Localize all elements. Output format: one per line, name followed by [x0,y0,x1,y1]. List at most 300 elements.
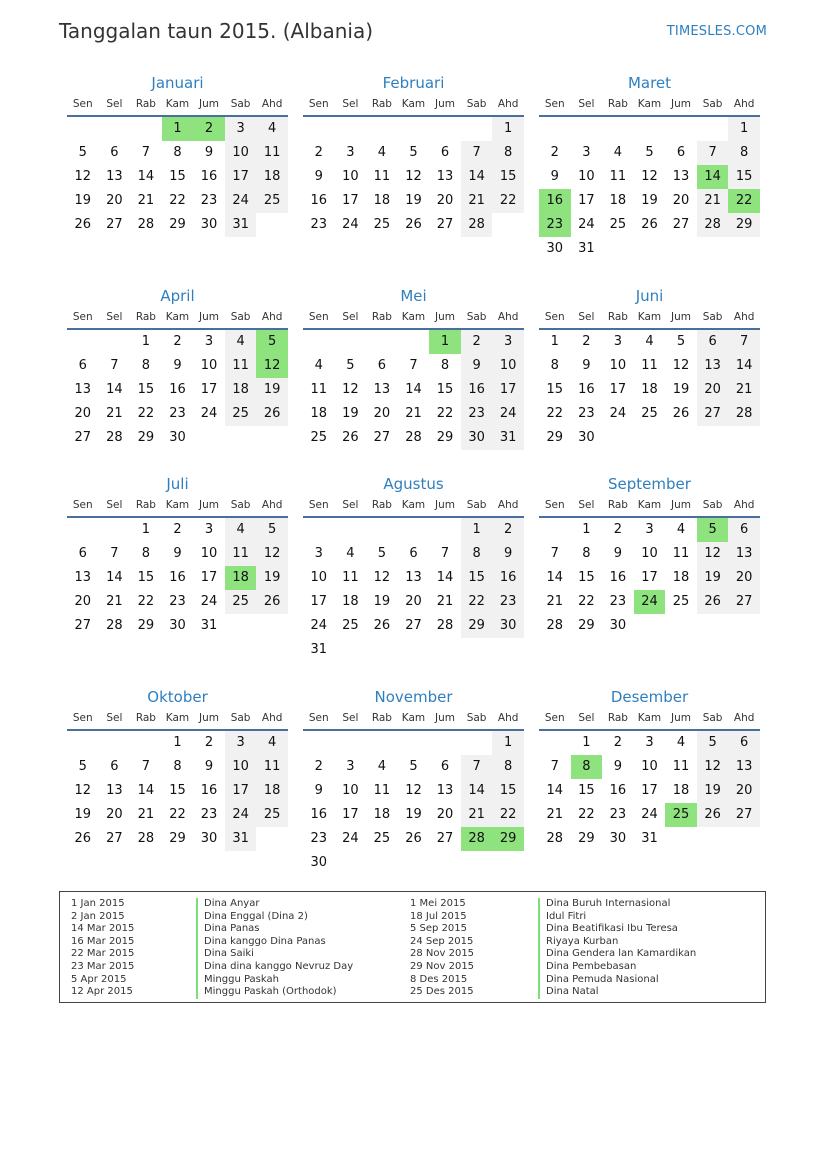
day-cell: 13 [436,169,454,184]
site-link[interactable]: TIMESLES.COM [666,24,767,39]
day-cell: 17 [225,779,257,803]
day-cell: 12 [74,783,92,798]
holiday-name: Idul Fitri [538,911,696,924]
day-cell: 24 [342,831,359,846]
day-cell: 25 [373,217,391,232]
day-cell: 13 [74,570,92,585]
day-cell: 26 [74,831,92,846]
day-cell: 11 [373,783,391,798]
day-cell: 27 [672,217,690,232]
weekday-label: Sab [702,311,723,323]
day-cell: 23 [169,594,186,609]
day-cell: 3 [492,330,524,354]
holiday-date: 29 Nov 2015 [410,960,475,972]
day-cell: 23 [200,193,218,208]
day-empty [492,851,524,875]
day-cell: 16 [539,189,571,213]
week-row [67,518,288,542]
day-empty [602,237,634,261]
holiday-date: 23 Mar 2015 [71,960,135,972]
day-cell: 1 [492,117,524,141]
month-name: Mei [400,287,427,305]
day-cell: 14 [137,783,155,798]
day-cell: 15 [436,382,454,397]
day-cell: 4 [676,735,686,750]
day-empty [539,731,571,755]
day-cell: 6 [728,731,760,755]
month-name: September [608,475,691,493]
day-cell: 12 [256,542,288,566]
month-februari [303,73,524,237]
weekday-label: Sel [106,712,123,724]
day-cell: 4 [346,546,355,561]
day-cell: 12 [672,358,690,373]
weekday-label: Sen [544,499,565,511]
day-cell: 14 [405,382,422,397]
day-cell: 7 [550,546,559,561]
day-cell: 4 [314,358,323,373]
day-cell: 18 [672,783,690,798]
day-empty [461,851,493,875]
day-cell: 10 [225,141,257,165]
week-row [67,731,288,755]
weekday-label: Rab [135,499,156,511]
day-cell: 20 [728,779,760,803]
day-cell: 22 [728,189,760,213]
day-cell: 17 [492,378,524,402]
day-cell: 18 [641,382,658,397]
day-cell: 30 [169,430,186,445]
day-cell: 17 [609,382,627,397]
day-cell: 31 [200,618,218,633]
day-cell: 5 [256,518,288,542]
day-cell: 29 [546,430,564,445]
day-cell: 29 [492,827,524,851]
weekday-label: Sab [702,499,723,511]
week-row [539,402,760,426]
day-cell: 6 [78,546,87,561]
day-cell: 2 [613,522,623,537]
day-cell: 1 [162,117,194,141]
weekday-label: Ahd [261,311,283,323]
weekday-label: Kam [637,98,662,110]
day-cell: 21 [106,594,123,609]
day-cell: 23 [310,831,328,846]
day-cell: 23 [609,594,627,609]
week-row [67,426,288,450]
day-cell: 20 [74,594,92,609]
day-cell: 17 [200,382,218,397]
day-cell: 11 [672,759,690,774]
month-januari [67,73,288,237]
week-row [539,165,760,189]
day-cell: 6 [697,330,729,354]
weekday-label: Sel [106,311,123,323]
day-cell: 7 [110,358,119,373]
day-cell: 7 [697,141,729,165]
day-cell: 15 [578,783,595,798]
holiday-dates-left [71,898,134,999]
day-empty [697,117,729,141]
day-cell: 23 [578,406,595,421]
day-empty [728,827,760,851]
weekday-label: Jum [671,712,692,724]
weekday-label: Sen [72,499,93,511]
weekday-label: Ahd [733,311,755,323]
day-cell: 4 [256,117,288,141]
week-row [67,779,288,803]
day-cell: 22 [492,189,524,213]
day-cell: 22 [137,406,155,421]
day-empty [398,117,430,141]
month-name: Juni [635,287,664,305]
week-row [539,614,760,638]
day-cell: 21 [405,406,422,421]
day-empty [697,614,729,638]
day-empty [665,117,697,141]
day-empty [492,638,524,662]
month-name: November [374,688,453,706]
day-cell: 22 [169,193,186,208]
day-cell: 15 [137,570,155,585]
day-cell: 30 [546,241,564,256]
day-cell: 4 [256,731,288,755]
day-cell: 9 [461,354,493,378]
month-september [539,474,760,638]
day-cell: 17 [578,193,595,208]
day-cell: 13 [697,354,729,378]
day-cell: 3 [314,546,323,561]
day-cell: 3 [613,334,623,349]
day-empty [335,330,367,354]
week-row [67,402,288,426]
day-cell: 13 [405,570,422,585]
week-row [67,590,288,614]
day-cell: 14 [461,779,493,803]
day-cell: 19 [74,807,92,822]
day-cell: 27 [728,590,760,614]
week-row [303,590,524,614]
day-cell: 10 [578,169,595,184]
day-cell: 6 [728,518,760,542]
week-row [539,731,760,755]
weekday-header [67,93,288,117]
day-empty [398,638,430,662]
weekday-header [539,306,760,330]
day-cell: 28 [546,618,564,633]
week-row [67,213,288,237]
day-cell: 20 [74,406,92,421]
weekday-label: Jum [435,98,456,110]
day-cell: 6 [676,145,686,160]
day-cell: 15 [728,165,760,189]
weekday-label: Ahd [733,712,755,724]
day-empty [665,827,697,851]
day-cell: 10 [492,354,524,378]
day-cell: 4 [613,145,623,160]
weekday-label: Jum [435,712,456,724]
day-cell: 5 [697,731,729,755]
day-cell: 10 [342,169,359,184]
week-row [303,117,524,141]
day-cell: 30 [461,426,493,450]
day-cell: 8 [571,755,603,779]
day-cell: 6 [440,145,450,160]
day-cell: 10 [225,755,257,779]
day-empty [634,614,666,638]
day-cell: 27 [106,217,123,232]
day-cell: 30 [609,831,627,846]
day-cell: 28 [436,618,454,633]
day-cell: 10 [641,759,658,774]
day-cell: 26 [697,803,729,827]
month-agustus [303,474,524,662]
day-cell: 27 [728,803,760,827]
weekday-header [67,494,288,518]
holiday-date: 22 Mar 2015 [71,948,135,960]
day-cell: 2 [613,735,623,750]
week-row [67,614,288,638]
weekday-label: Jum [199,98,220,110]
weekday-label: Sen [308,98,329,110]
day-cell: 12 [697,755,729,779]
week-row [303,518,524,542]
week-row [303,354,524,378]
day-cell: 15 [137,382,155,397]
day-empty [697,237,729,261]
weekday-label: Sel [342,98,359,110]
day-cell: 8 [141,358,151,373]
day-cell: 30 [200,217,218,232]
weekday-label: Rab [135,98,156,110]
day-cell: 7 [728,330,760,354]
day-cell: 31 [641,831,658,846]
day-cell: 10 [200,358,218,373]
week-row [303,330,524,354]
day-cell: 18 [672,570,690,585]
month-name: Desember [610,688,689,706]
day-cell: 16 [200,783,218,798]
day-cell: 9 [582,358,591,373]
day-cell: 22 [169,807,186,822]
day-cell: 12 [74,169,92,184]
weekday-header [303,306,524,330]
day-cell: 9 [314,169,323,184]
week-row [539,330,760,354]
month-name: Februari [382,74,445,92]
day-empty [99,330,131,354]
day-cell: 1 [461,518,493,542]
day-cell: 16 [578,382,595,397]
day-empty [398,518,430,542]
week-row [539,354,760,378]
day-cell: 12 [405,169,422,184]
day-cell: 23 [492,590,524,614]
weekday-label: Sen [308,712,329,724]
day-cell: 8 [492,141,524,165]
day-cell: 14 [461,165,493,189]
day-cell: 2 [492,518,524,542]
weekday-label: Sen [72,98,93,110]
holiday-date: 25 Des 2015 [410,986,474,998]
month-name: Maret [627,74,672,92]
day-cell: 18 [225,378,257,402]
day-cell: 19 [641,193,658,208]
weekday-label: Ahd [497,499,519,511]
weekday-label: Sab [230,712,251,724]
weekday-label: Kam [637,311,662,323]
weekday-label: Sel [342,311,359,323]
week-row [303,638,524,662]
week-row [303,566,524,590]
weekday-header [539,93,760,117]
day-cell: 16 [492,566,524,590]
weekday-label: Ahd [497,712,519,724]
week-row [303,213,524,237]
day-cell: 18 [373,193,391,208]
day-empty [602,117,634,141]
weekday-label: Rab [371,712,392,724]
day-cell: 29 [578,618,595,633]
weekday-label: Rab [607,499,628,511]
day-cell: 5 [697,518,729,542]
day-cell: 13 [728,542,760,566]
day-cell: 2 [582,334,591,349]
day-cell: 18 [256,779,288,803]
holiday-date: 5 Apr 2015 [71,973,127,985]
day-empty [335,117,367,141]
day-cell: 2 [173,522,182,537]
day-cell: 4 [225,330,257,354]
day-cell: 9 [314,783,323,798]
weekday-label: Rab [135,712,156,724]
day-cell: 2 [550,145,559,160]
day-cell: 11 [641,358,658,373]
month-name: Oktober [147,688,208,706]
day-cell: 5 [676,334,686,349]
day-empty [539,117,571,141]
day-cell: 1 [173,735,182,750]
week-row [539,566,760,590]
day-cell: 25 [225,402,257,426]
day-cell: 19 [405,807,422,822]
day-cell: 3 [225,731,257,755]
month-oktober [67,687,288,851]
day-cell: 23 [169,406,186,421]
day-cell: 28 [697,213,729,237]
day-cell: 28 [405,430,422,445]
day-cell: 26 [256,590,288,614]
day-cell: 21 [461,803,493,827]
day-cell: 8 [492,755,524,779]
day-cell: 24 [342,217,359,232]
day-cell: 22 [578,594,595,609]
weekday-label: Ahd [261,499,283,511]
day-empty [335,638,367,662]
day-cell: 4 [645,334,654,349]
day-cell: 21 [461,189,493,213]
day-cell: 30 [200,831,218,846]
holiday-date: 5 Sep 2015 [410,923,468,935]
day-cell: 28 [461,213,493,237]
day-cell: 27 [74,430,92,445]
weekday-label: Rab [371,311,392,323]
day-empty [634,426,666,450]
weekday-label: Kam [637,712,662,724]
day-cell: 1 [582,735,591,750]
day-empty [697,426,729,450]
day-cell: 12 [697,542,729,566]
day-cell: 29 [137,618,155,633]
day-empty [728,614,760,638]
day-cell: 18 [225,566,257,590]
holiday-name: Minggu Paskah (Orthodok) [196,986,353,999]
day-cell: 9 [173,546,182,561]
day-cell: 3 [346,145,355,160]
day-cell: 10 [641,546,658,561]
weekday-label: Rab [371,98,392,110]
weekday-label: Kam [401,712,426,724]
day-empty [130,731,162,755]
day-cell: 15 [169,169,186,184]
day-cell: 26 [74,217,92,232]
week-row [67,117,288,141]
weekday-header [303,494,524,518]
day-cell: 3 [582,145,591,160]
day-cell: 11 [310,382,328,397]
day-empty [665,614,697,638]
weekday-label: Rab [135,311,156,323]
day-empty [665,426,697,450]
day-cell: 6 [78,358,87,373]
day-cell: 8 [550,358,559,373]
week-row [67,827,288,851]
day-cell: 16 [310,193,328,208]
day-empty [461,731,493,755]
day-cell: 1 [141,334,151,349]
weekday-label: Sen [544,712,565,724]
day-cell: 17 [342,193,359,208]
day-cell: 30 [578,430,595,445]
day-cell: 5 [78,145,87,160]
day-cell: 21 [106,406,123,421]
week-row [303,614,524,638]
day-cell: 16 [310,807,328,822]
day-cell: 9 [204,145,214,160]
day-empty [225,614,257,638]
day-cell: 17 [641,783,658,798]
day-empty [67,330,99,354]
day-cell: 19 [672,382,690,397]
day-cell: 27 [373,430,391,445]
weekday-label: Jum [435,499,456,511]
weekday-label: Rab [607,712,628,724]
day-cell: 6 [440,759,450,774]
day-cell: 27 [436,831,454,846]
day-cell: 28 [106,430,123,445]
day-cell: 24 [641,807,658,822]
day-cell: 20 [405,594,422,609]
day-cell: 21 [546,594,564,609]
weekday-label: Jum [199,499,220,511]
day-cell: 1 [141,522,151,537]
day-empty [335,518,367,542]
holiday-date: 24 Sep 2015 [410,935,474,947]
weekday-label: Ahd [261,712,283,724]
day-cell: 2 [193,117,225,141]
weekday-label: Kam [165,499,190,511]
day-empty [429,638,461,662]
